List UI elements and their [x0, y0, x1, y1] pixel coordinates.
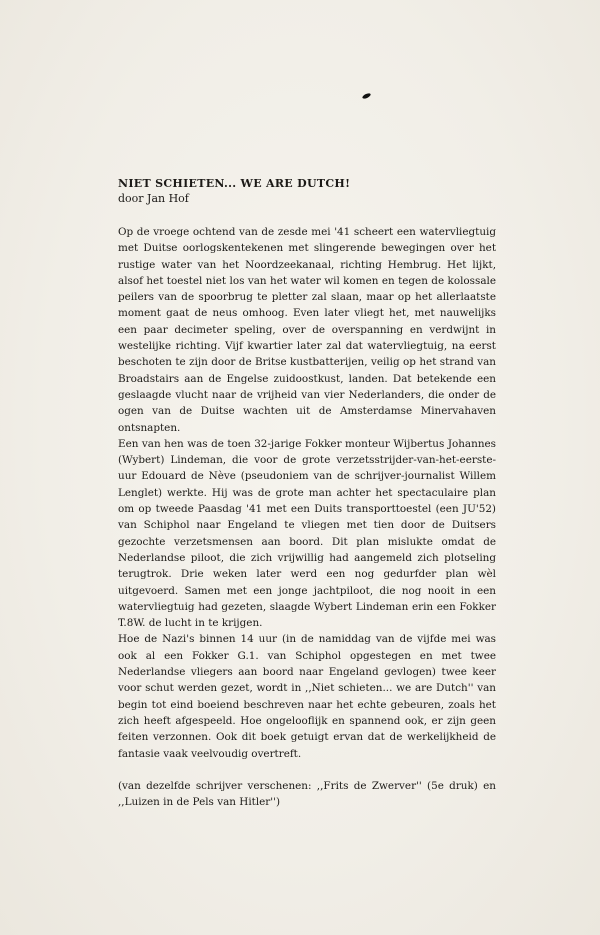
other-works-note: (van dezelfde schrijver verschenen: ,,Frits de Zwerver'' (5e druk) en ,,Luizen in de Pels van Hitler'') — [118, 779, 496, 809]
document-author: door Jan Hof — [118, 192, 189, 205]
document-title: NIET SCHIETEN... WE ARE DUTCH! — [118, 177, 351, 190]
text-block — [118, 176, 496, 810]
spacer — [118, 762, 496, 778]
ink-speck — [362, 92, 372, 99]
paragraph-2: Een van hen was de toen 32-jarige Fokker monteur Wijbertus Johannes (Wybert) Lindeman, die voor de grote verzetsstrijder-van-het-eerste-uur Edouard de Nève (pseudoniem van de schrijver-journalist Willem Lenglet) werkte. Hij was de grote man achter het spectaculaire plan om op tweede Paasdag '41 met een Duits transporttoestel (een JU'52) van Schiphol naar Engeland te vliegen met tien door de Duitsers gezochte verzetsmensen aan boord. Dit plan mislukte omdat de Nederlandse piloot, die zich vrijwillig had aangemeld zich plotseling terugtrok. Drie weken later werd een nog gedurfder plan wèl uitgevoerd. Samen met een jonge jachtpiloot, die nog nooit in een watervliegtuig had gezeten, slaagde Wybert Lindeman erin een Fokker T.8W. de lucht in te krijgen. — [118, 437, 496, 630]
paragraph-1: Op de vroege ochtend van de zesde mei '41 scheert een watervliegtuig met Duitse oorlogskentekenen met slingerende bewegingen over het rustige water van het Noordzeekanaal, richting Hembrug. Het lijkt, alsof het toestel niet los van het water wil komen en tegen de kolossale peilers van de spoorbrug te pletter zal slaan, maar op het allerlaatste moment gaat de neus omhoog. Even later vliegt het, met nauwelijks een paar decimeter speling, over de overspanning en verdwijnt in westelijke richting. Vijf kwartier later zal dat watervliegtuig, na eerst beschoten te zijn door de Britse kustbatterijen, veilig op het strand van Broadstairs aan de Engelse zuidoostkust, landen. Dat betekende een geslaagde vlucht naar de vrijheid van vier Nederlanders, die onder de ogen van de Duitse wachten uit de Amsterdamse Minervahaven ontsnapten. — [118, 226, 496, 434]
paragraph-3: Hoe de Nazi's binnen 14 uur (in de namiddag van de vijfde mei was ook al een Fokker G.1. van Schiphol opgestegen en met twee Nederlandse vliegers aan boord naar Engeland gevlogen) twee keer voor schut werden gezet, wordt in ,,Niet schieten... we are Dutch'' van begin tot eind boeiend beschreven naar het echte gebeuren, zoals het zich heeft afgespeeld. Hoe ongelooflijk en spannend ook, er zijn geen feiten verzonnen. Ook dit boek getuigt ervan dat de werkelijkheid de fantasie vaak veelvoudig overtreft. — [118, 633, 496, 760]
